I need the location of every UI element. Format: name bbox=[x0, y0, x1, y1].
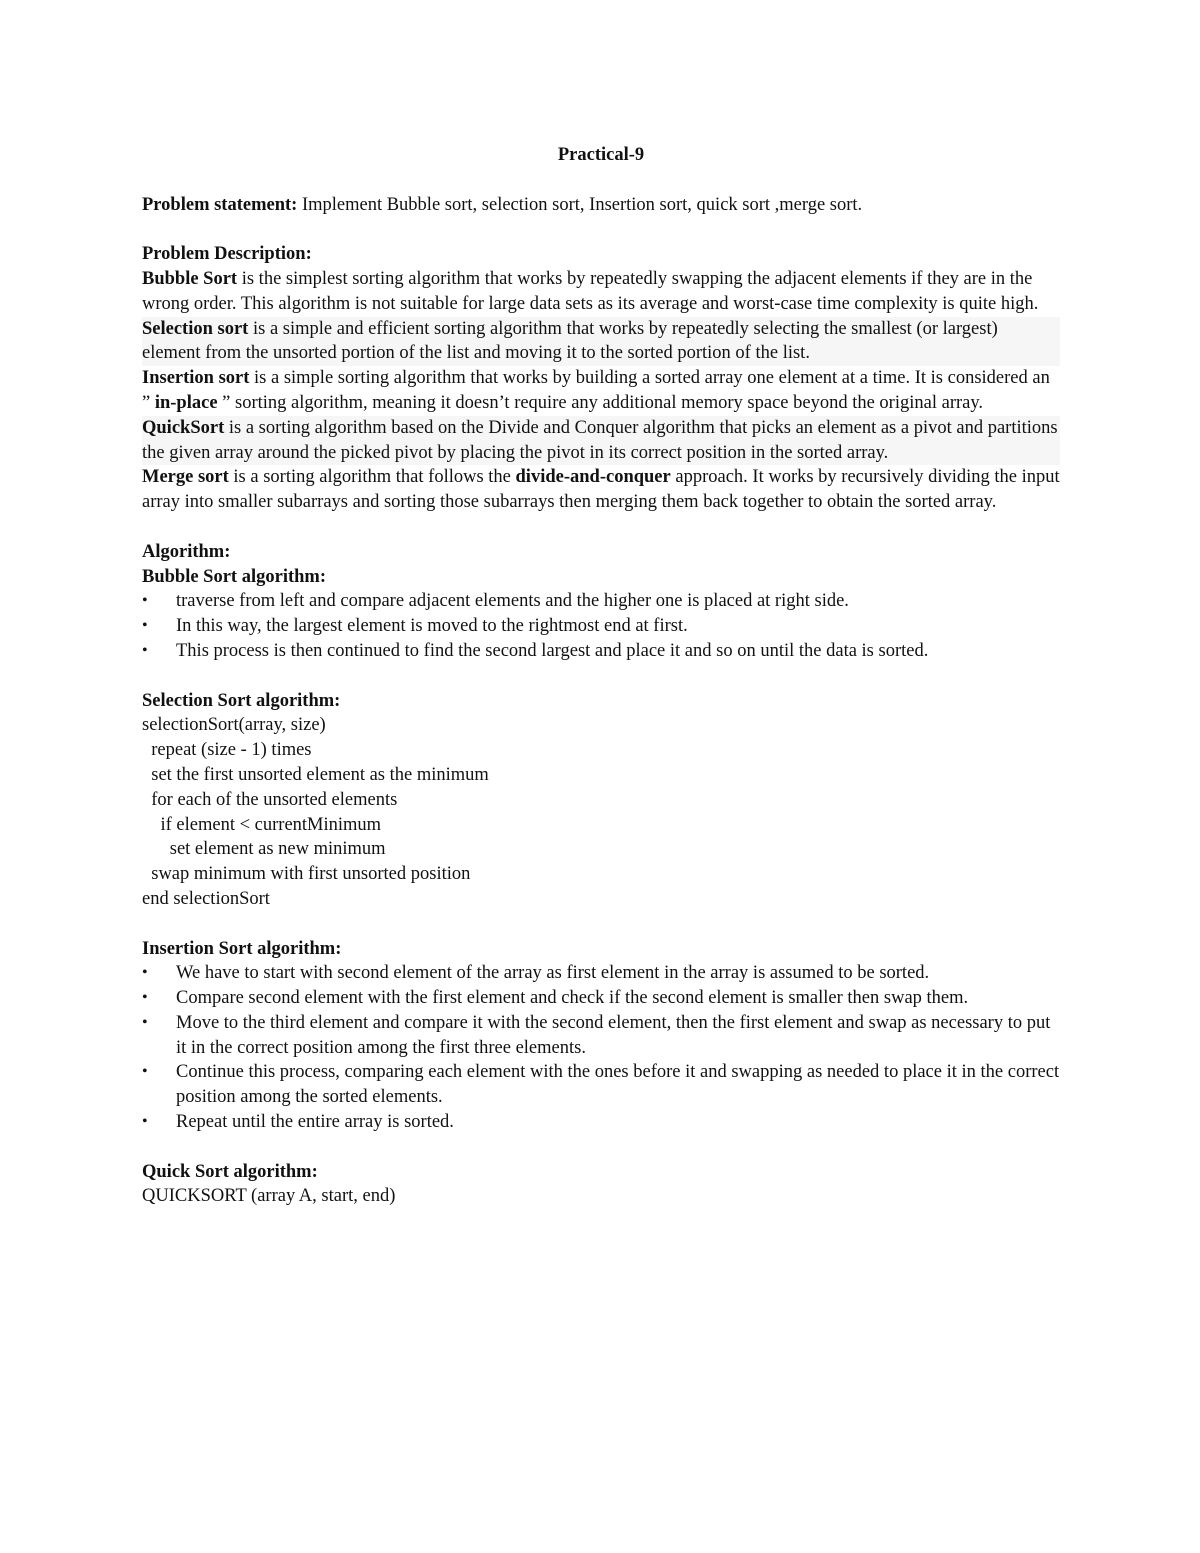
list-item-text: This process is then continued to find the second largest and place it and so on until the data is sorted. bbox=[176, 640, 929, 661]
selection-sort-term: Selection sort bbox=[142, 318, 249, 339]
list-item-text: Repeat until the entire array is sorted. bbox=[176, 1112, 454, 1133]
list-item bbox=[142, 589, 1060, 614]
merge-sort-description bbox=[142, 465, 1060, 515]
list-item-text: Move to the third element and compare it with the second element, then the first element and swap as necessary to put it in the correct position among the first three elements. bbox=[176, 1012, 1051, 1058]
bubble-sort-text: is the simplest sorting algorithm that works by repeatedly swapping the adjacent elements if they are in the wrong order. This algorithm is not suitable for large data sets as its average and worst-case time complexity is quite high. bbox=[142, 268, 1039, 314]
spacer bbox=[142, 912, 1060, 937]
list-item bbox=[142, 1110, 1060, 1135]
quick-algorithm-heading: Quick Sort algorithm: bbox=[142, 1161, 318, 1182]
pseudocode-line: if element < currentMinimum bbox=[142, 814, 382, 835]
list-item bbox=[142, 639, 1060, 664]
bullet-icon: • bbox=[142, 964, 148, 982]
selection-algorithm-pseudocode bbox=[142, 713, 1060, 911]
page-title: Practical-9 bbox=[557, 145, 645, 165]
pseudocode-line: set the first unsorted element as the minimum bbox=[142, 764, 489, 785]
bubble-algorithm-list bbox=[142, 589, 1060, 663]
bubble-sort-term: Bubble Sort bbox=[142, 268, 238, 289]
insertion-sort-term: Insertion sort bbox=[142, 368, 250, 389]
list-item-text: We have to start with second element of the array as first element in the array is assumed to be sorted. bbox=[176, 963, 930, 984]
divide-and-conquer-term: divide-and-conquer bbox=[515, 467, 671, 488]
insertion-sort-text-a: is a simple sorting algorithm that works by building a sorted array one element at a time. It is considered an ” bbox=[142, 368, 1050, 413]
bubble-algorithm-heading: Bubble Sort algorithm: bbox=[142, 566, 326, 587]
bullet-icon: • bbox=[142, 617, 148, 635]
list-item bbox=[142, 614, 1060, 639]
list-item-text: Continue this process, comparing each element with the ones before it and swapping as needed to place it in the correct position among the sorted elements. bbox=[176, 1062, 1060, 1108]
quicksort-text: is a sorting algorithm based on the Divide and Conquer algorithm that picks an element as a pivot and partitions the given array around the picked pivot by placing the pivot in its correct position in the sorted array. bbox=[142, 417, 1058, 463]
spacer bbox=[142, 1135, 1060, 1160]
list-item bbox=[142, 1060, 1060, 1110]
insertion-sort-description bbox=[142, 366, 1060, 416]
merge-sort-term: Merge sort bbox=[142, 467, 229, 488]
list-item-text: traverse from left and compare adjacent elements and the higher one is placed at right side. bbox=[176, 591, 849, 612]
bullet-icon: • bbox=[142, 1113, 148, 1131]
bubble-sort-description bbox=[142, 267, 1060, 317]
bullet-icon: • bbox=[142, 1013, 148, 1031]
pseudocode-line: selectionSort(array, size) bbox=[142, 715, 326, 736]
problem-statement bbox=[142, 193, 1060, 218]
quicksort-term: QuickSort bbox=[142, 417, 225, 438]
pseudocode-line: repeat (size - 1) times bbox=[142, 740, 312, 761]
algorithm-heading: Algorithm: bbox=[142, 541, 231, 562]
spacer bbox=[142, 217, 1060, 242]
list-item bbox=[142, 1011, 1060, 1061]
spacer bbox=[142, 664, 1060, 689]
list-item bbox=[142, 986, 1060, 1011]
list-item-text: Compare second element with the first element and check if the second element is smaller then swap them. bbox=[176, 988, 969, 1009]
insertion-sort-text-b: ” sorting algorithm, meaning it doesn’t require any additional memory space beyond the original array. bbox=[217, 392, 984, 413]
in-place-term: in-place bbox=[154, 392, 218, 413]
selection-sort-text: is a simple and efficient sorting algorithm that works by repeatedly selecting the smallest (or largest) element from the unsorted portion of the list and moving it to the sorted portion of the list. bbox=[142, 318, 998, 364]
selection-sort-description bbox=[142, 317, 1060, 367]
spacer bbox=[142, 515, 1060, 540]
problem-description-heading: Problem Description: bbox=[142, 244, 312, 265]
merge-sort-text-b: approach. It works by recursively dividing the input array into smaller subarrays and sorting those subarrays then merging them back together to obtain the sorted array. bbox=[142, 467, 1060, 513]
insertion-algorithm-list bbox=[142, 961, 1060, 1135]
pseudocode-line: set element as new minimum bbox=[142, 839, 386, 860]
merge-sort-text-a: is a sorting algorithm that follows the bbox=[228, 467, 516, 488]
document-body bbox=[142, 143, 1060, 1209]
quicksort-signature: QUICKSORT (array A, start, end) bbox=[142, 1186, 396, 1207]
quicksort-description bbox=[142, 416, 1060, 466]
insertion-algorithm-heading: Insertion Sort algorithm: bbox=[142, 938, 342, 959]
list-item-text: In this way, the largest element is moved to the rightmost end at first. bbox=[176, 616, 688, 637]
pseudocode-line: swap minimum with first unsorted position bbox=[142, 864, 471, 885]
pseudocode-line: end selectionSort bbox=[142, 888, 270, 909]
bullet-icon: • bbox=[142, 641, 148, 659]
list-item bbox=[142, 961, 1060, 986]
selection-algorithm-heading: Selection Sort algorithm: bbox=[142, 690, 341, 711]
pseudocode-line: for each of the unsorted elements bbox=[142, 789, 398, 810]
bullet-icon: • bbox=[142, 1063, 148, 1081]
bullet-icon: • bbox=[142, 989, 148, 1007]
problem-statement-text: Implement Bubble sort, selection sort, Insertion sort, quick sort ,merge sort. bbox=[297, 194, 863, 215]
bullet-icon: • bbox=[142, 592, 148, 610]
problem-statement-label: Problem statement: bbox=[142, 194, 298, 215]
